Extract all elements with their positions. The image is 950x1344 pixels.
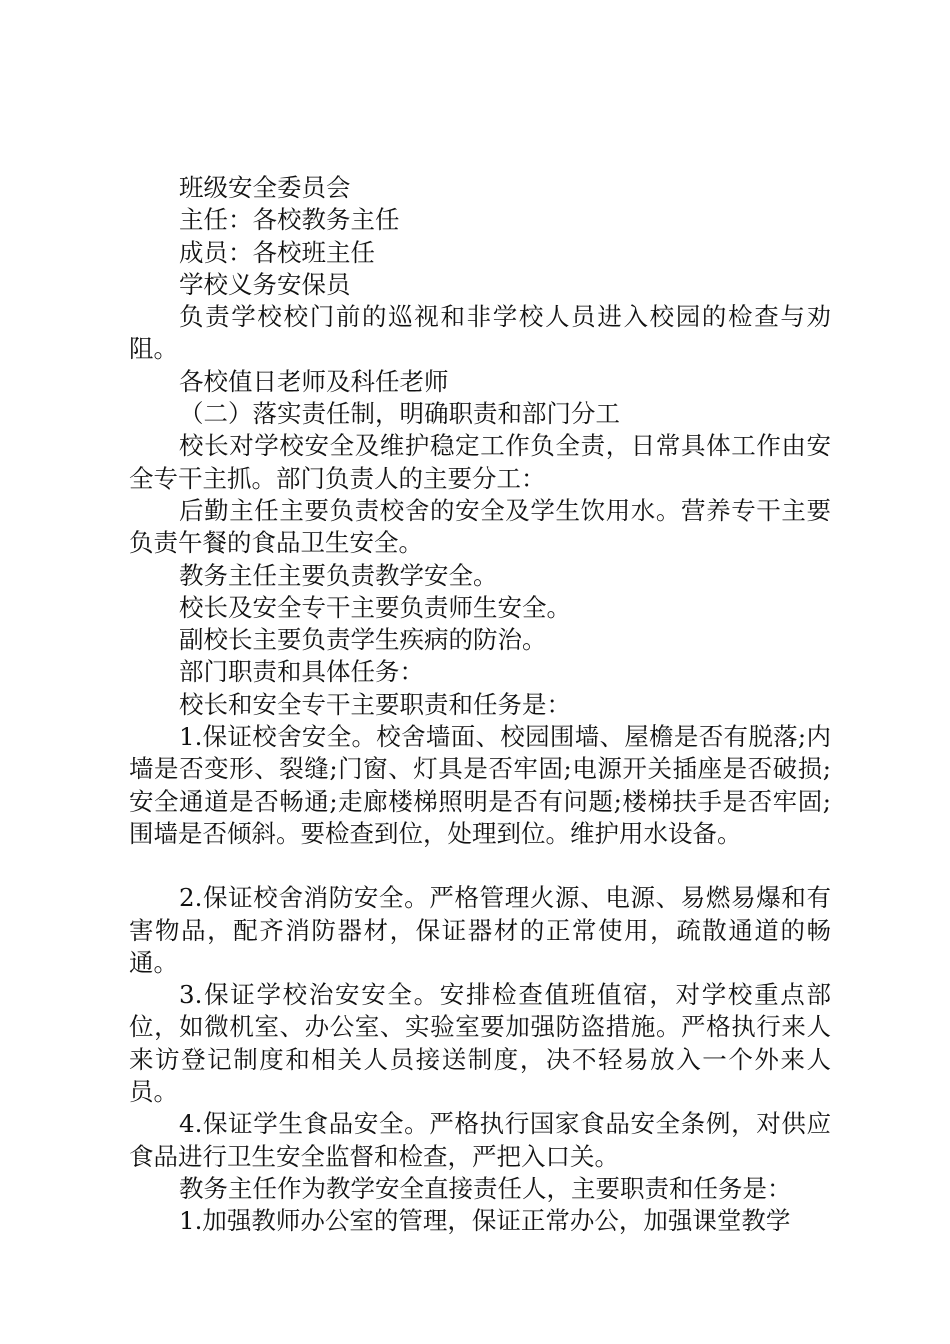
blank-line bbox=[129, 850, 831, 882]
line-members: 成员：各校班主任 bbox=[179, 237, 375, 267]
list-item-food-safety: 4.保证学生食品安全。严格执行国家食品安全条例，对供应食品进行卫生安全监督和检查，严把入口关。 bbox=[129, 1109, 831, 1171]
paragraph-principal-responsibility: 校长对学校安全及维护稳定工作负全责，日常具体工作由安全专干主抓。部门负责人的主要分工： bbox=[129, 431, 831, 493]
list-item-building-safety: 1.保证校舍安全。校舍墙面、校园围墙、屋檐是否有脱落;内墙是否变形、裂缝;门窗、灯具是否牢固;电源开关插座是否破损;安全通道是否畅通;走廊楼梯照明是否有问题;楼梯扶手是否牢固;围墙是否倾斜。要检查到位，处理到位。维护用水设备。 bbox=[129, 722, 831, 848]
paragraph-vice-principal-duty: 副校长主要负责学生疾病的防治。 bbox=[179, 625, 547, 655]
list-item-fire-safety: 2.保证校舍消防安全。严格管理火源、电源、易燃易爆和有害物品，配齐消防器材，保证器材的正常使用，疏散通道的畅通。 bbox=[129, 883, 831, 977]
line-director: 主任：各校教务主任 bbox=[179, 205, 400, 235]
list-item-office-management: 1.加强教师办公室的管理，保证正常办公，加强课堂教学 bbox=[179, 1206, 791, 1236]
document-body bbox=[129, 172, 831, 1238]
heading-principal-tasks: 校长和安全专干主要职责和任务是： bbox=[179, 689, 571, 719]
heading-volunteer-guards: 学校义务安保员 bbox=[179, 269, 351, 299]
heading-class-safety-committee: 班级安全委员会 bbox=[179, 173, 351, 202]
paragraph-academic-duty: 教务主任主要负责教学安全。 bbox=[179, 560, 498, 590]
paragraph-principal-safety-duty: 校长及安全专干主要负责师生安全。 bbox=[179, 592, 571, 622]
paragraph-logistics-duty: 后勤主任主要负责校舍的安全及学生饮用水。营养专干主要负责午餐的食品卫生安全。 bbox=[129, 495, 831, 558]
section-heading-responsibility: （二）落实责任制，明确职责和部门分工 bbox=[179, 399, 620, 429]
heading-duty-teachers: 各校值日老师及科任老师 bbox=[179, 366, 449, 396]
paragraph-guard-duty: 负责学校校门前的巡视和非学校人员进入校园的检查与劝阻。 bbox=[129, 302, 831, 364]
heading-department-tasks: 部门职责和具体任务： bbox=[179, 657, 424, 687]
list-item-security: 3.保证学校治安安全。安排检查值班值宿，对学校重点部位，如微机室、办公室、实验室要加强防盗措施。严格执行来人来访登记制度和相关人员接送制度，决不轻易放入一个外来人员。 bbox=[129, 980, 831, 1107]
heading-academic-tasks: 教务主任作为教学安全直接责任人，主要职责和任务是： bbox=[179, 1173, 792, 1203]
